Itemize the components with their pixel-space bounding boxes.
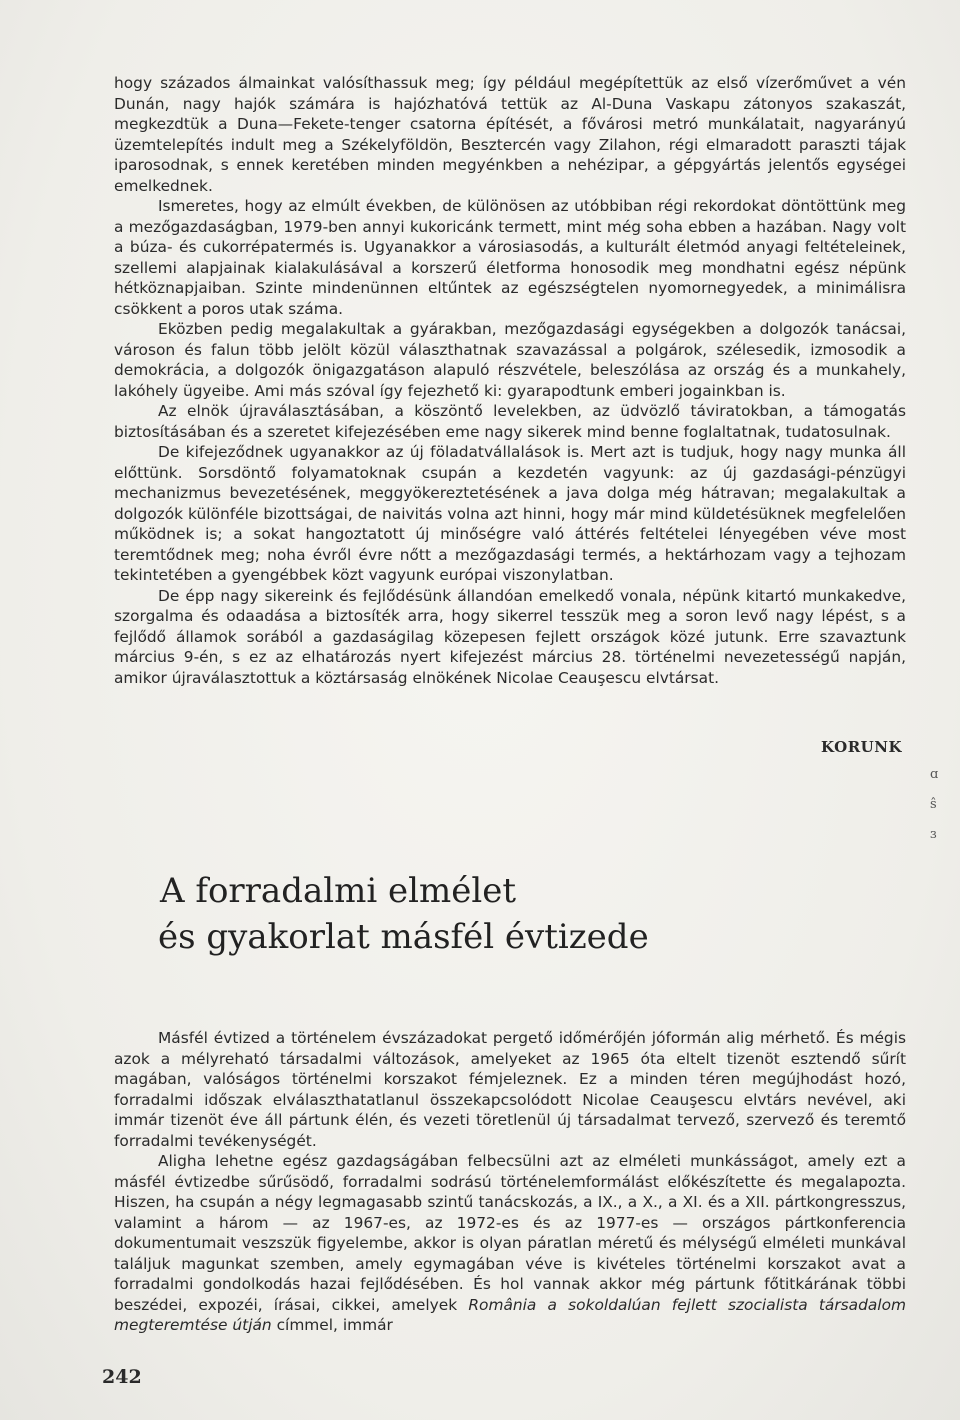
- margin-mark: ŝ: [930, 797, 937, 812]
- author-signature: KORUNK: [821, 738, 902, 756]
- paragraph: Eközben pedig megalakultak a gyárakban, mezőgazdasági egységekben a dolgozók tanácsai, városon és falun több jelölt közül választhatnak szavazással a polgárok, szélesedik, izmosodik a demokrácia, a dolgozók önigazgatáson alapuló részvétele, beleszólása az ország és a munkahely, lakóhely ügyeibe. Ami más szóval így fejezhető ki: gyarapodtunk emberi jogainkban is.: [114, 320, 906, 400]
- article-continuation: [114, 73, 906, 688]
- article-body: [114, 1028, 906, 1336]
- margin-mark: ɑ: [930, 767, 939, 782]
- paragraph: De épp nagy sikereink és fejlődésünk állandóan emelkedő vonala, népünk kitartó munkakedve, szorgalma és odaadása a biztosíték arra, hogy sikerrel tesszük meg a soron levő nagy lépést, s a fejlődő államok sorából a gazdaságilag közepesen fejlett országok közé jutunk. Erre szavaztunk március 9-én, s ez az elhatározás nyert kifejezést március 28. történelmi nevezetességű napján, amikor újraválasztottuk a köztársaság elnökének Nicolae Ceauşescu elvtársat.: [114, 586, 906, 687]
- margin-mark: ɜ: [930, 827, 937, 842]
- margin-marks: [930, 760, 938, 850]
- title-line-1: A forradalmi elmélet: [160, 871, 517, 911]
- book-title: România a sokoldalúan fejlett szocialista társadalom megteremtése útján: [114, 1295, 906, 1334]
- article-title: [160, 868, 860, 960]
- paragraph: hogy százados álmainkat valósíthassuk meg; így például megépítettük az első vízerőművet a vén Dunán, nagy hajók számára is hajózhatóvá tettük az Al-Duna Vaskapu zátonyos szakaszát, megkezdtük a Duna—Fekete-tenger csatorna építését, a fővárosi metró munkálatait, nagyarányú üzemtelepítés indult meg a Székelyföldön, Besztercén vagy Zilahon, régi elmaradott paraszti tájak iparosodnak, s ennek keretében minden megyénkben a nehézipar, a gépgyártás jelentős egységei emelkednek.: [114, 74, 906, 195]
- paragraph: Másfél évtized a történelem évszázadokat pergető időmérőjén jóformán alig mérhető. És mégis azok a mélyreható társadalmi változások, amelyeket az 1965 óta eltelt tizenöt esztendő sűrít magában, valóságos történelmi korszakot fémjeleznek. Ez a minden téren megújhodást hozó, forradalmi időszak elválaszthatatlanul összekapcsolódott Nicolae Ceauşescu elvtárs nevével, aki immár tizenöt éve áll pártunk élén, és vezeti töretlenül új társadalmat tervező, szervező és teremtő forradalmi tevékenységét.: [114, 1029, 906, 1150]
- title-line-2: és gyakorlat másfél évtizede: [158, 917, 649, 957]
- paragraph: [114, 1151, 906, 1336]
- paragraph: De kifejeződnek ugyanakkor az új föladatvállalások is. Mert azt is tudjuk, hogy nagy munka áll előttünk. Sorsdöntő folyamatoknak csupán a kezdetén vagyunk: az új gazdasági-pénzügyi mechanizmus bevezetésének, meggyökereztetésének a java dolga még hátravan; megalakultak a dolgozók különféle bizottságai, de naivitás volna azt hinni, hogy már mind küldetésüknek megfelelően működnek is; a sokat hangoztatott új minőségre való áttérés feltételei lényegében véve most teremtődnek meg; noha évről évre nőtt a mezőgazdasági termés, a hektárhozam vagy a tejhozam tekintetében a gyengébbek közt vagyunk európai viszonylatban.: [114, 443, 906, 584]
- paragraph: Ismeretes, hogy az elmúlt években, de különösen az utóbbiban régi rekordokat döntöttünk meg a mezőgazdaságban, 1979-ben annyi kukoricánk termett, mint még soha ebben a hazában. Nagy volt a búza- és cukorrépatermés is. Ugyanakkor a városiasodás, a kulturált életmód anyagi feltételeinek, szellemi alapjainak kialakulásával a korszerű életforma honosodik meg mondhatni egész népünk hétköznapjaiban. Szinte mindenünnen eltűntek az egészségtelen nyomornegyedek, a minimálisra csökkent a poros utak száma.: [114, 197, 906, 318]
- page-number: 242: [102, 1366, 142, 1388]
- paragraph-text: Aligha lehetne egész gazdagságában felbecsülni azt az elméleti munkásságot, amely ezt a másfél évtizedbe sűrűsödő, forradalmi sodrású történelemformálást előkészítette és megalapozta. Hiszen, ha csupán a négy legmagasabb szintű tanácskozás, a IX., a X., a XI. és a XII. pártkongresszus, valamint a három — az 1967-es, az 1972-es és az 1977-es — országos pártkonferencia dokumentumait veszszük figyelembe, akkor is olyan páratlan méretű és mélységű elméleti munkával találjuk magunkat szemben, amely egymagában véve is kivételes történelmi korszakot avat a forradalmi gondolkodás hazai fejlődésében. És hol vannak akkor még pártunk főtitkárának többi beszédei, expozéi, írásai, cikkei, amelyek: [114, 1152, 906, 1314]
- paragraph: Az elnök újraválasztásában, a köszöntő levelekben, az üdvözlő táviratokban, a támogatás biztosításában és a szeretet kifejezésében eme nagy sikerek mind benne foglaltatnak, tudatosulnak.: [114, 402, 906, 441]
- paragraph-text: címmel, immár: [276, 1316, 393, 1334]
